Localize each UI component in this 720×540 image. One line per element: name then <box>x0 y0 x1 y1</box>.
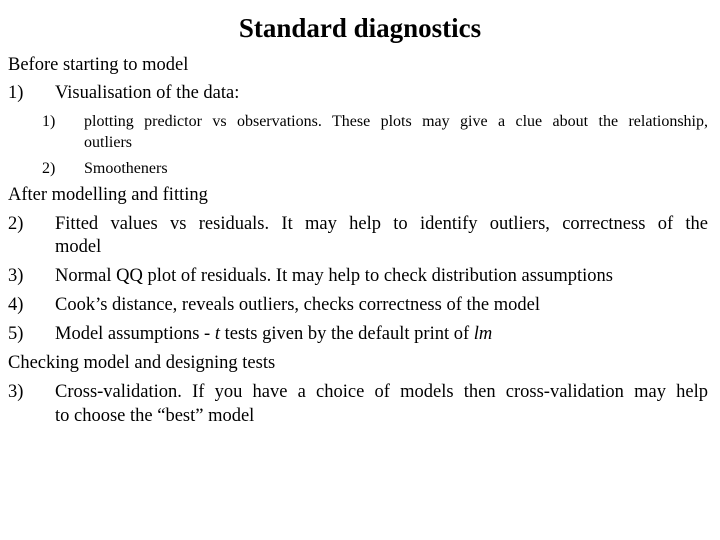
list-number: 4) <box>8 295 24 315</box>
list-number: 3) <box>8 382 24 402</box>
list-text: Cross-validation. If you have a choice of models then cross-validation may help <box>55 382 708 402</box>
list-text <box>55 323 708 346</box>
list-text-italic: t <box>214 324 220 344</box>
list-text-part: tests given by the default print of <box>219 324 474 344</box>
list-number: 3) <box>8 266 24 286</box>
list-text-continued: to choose the “best” model <box>55 406 255 426</box>
slide-title: Standard diagnostics <box>238 13 482 43</box>
list-text: Cook’s distance, reveals outliers, checks correctness of the model <box>55 295 540 315</box>
sub-list-text: plotting predictor vs observations. These plots may give a clue about the relationship, <box>84 113 708 130</box>
list-number: 1) <box>8 83 24 103</box>
section-heading-text: Checking model and designing tests <box>8 353 276 373</box>
list-number: 2) <box>8 214 24 234</box>
sub-list-item <box>42 111 712 133</box>
sub-list-item-continuation <box>42 132 712 154</box>
list-text: Visualisation of the data: <box>55 83 240 103</box>
sub-list-item <box>42 158 712 180</box>
list-number: 5) <box>8 324 24 344</box>
section-heading-text: Before starting to model <box>8 55 189 75</box>
sub-list-text: Smootheners <box>84 160 168 177</box>
section-heading-checking-model <box>8 352 708 375</box>
section-heading-before-modelling <box>8 54 708 77</box>
sub-list-number: 1) <box>42 113 56 130</box>
list-text: Fitted values vs residuals. It may help to identify outliers, correctness of the <box>55 214 708 234</box>
section-heading-after-modelling <box>8 184 708 207</box>
sub-list-text-continued: outliers <box>84 134 132 151</box>
section-heading-text: After modelling and fitting <box>8 185 208 205</box>
list-text-continued: model <box>55 237 102 257</box>
sub-list-number: 2) <box>42 160 56 177</box>
list-text-italic: lm <box>473 324 493 344</box>
list-text: Normal QQ plot of residuals. It may help to check distribution assumptions <box>55 266 613 286</box>
list-text-part: Model assumptions - <box>55 324 215 344</box>
